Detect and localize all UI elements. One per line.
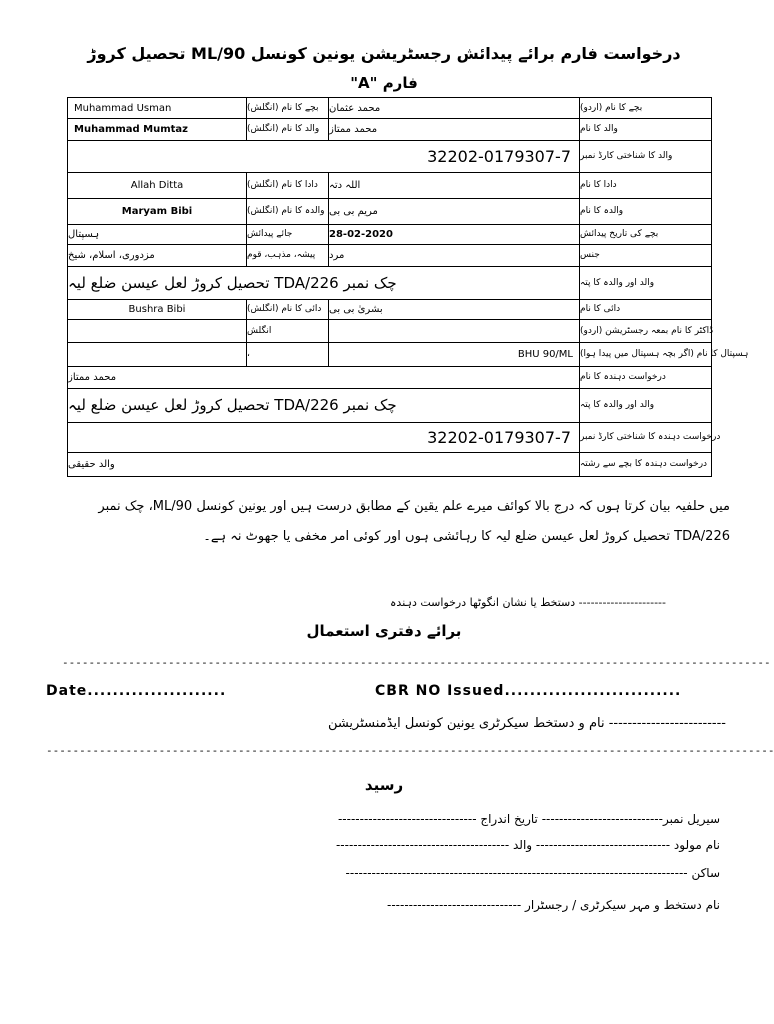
table-row	[68, 366, 711, 389]
applicant-label: درخواست دہندہ کا نام	[579, 366, 711, 388]
hospital-extra	[68, 342, 246, 366]
dob-label: بچے کی تاریخ پیدائش	[579, 224, 711, 244]
child-name-en-label: بچے کا نام (انگلش)	[246, 98, 328, 118]
father-name-label: والد کا نام	[579, 118, 711, 140]
mother-urdu: مریم بی بی	[328, 198, 579, 224]
dob: 28-02-2020	[328, 224, 579, 244]
gender: مرد	[328, 244, 579, 266]
table-row	[68, 172, 711, 199]
hospital-mark: ،	[246, 342, 328, 366]
table-row	[68, 266, 711, 300]
birthplace-label: جائے پیدائش	[246, 224, 328, 244]
child-name-urdu: محمد عثمان	[328, 98, 579, 118]
midwife-en-label: دائی کا نام (انگلش)	[246, 299, 328, 319]
table-row	[68, 244, 711, 267]
table-row	[68, 224, 711, 245]
father-cnic: 32202-0179307-7	[427, 146, 571, 166]
cbr-field: CBR NO Issued............................	[375, 683, 682, 699]
midwife-urdu: بشریٰ بی بی	[328, 299, 579, 319]
table-row	[68, 299, 711, 320]
father-name-urdu: محمد ممتاز	[328, 118, 579, 140]
profession-label: پیشہ، مذہب، قوم	[246, 244, 328, 266]
table-row	[68, 452, 711, 476]
doctor-en	[68, 319, 246, 342]
grandfather-urdu: اللہ دتہ	[328, 172, 579, 198]
grandfather-en-label: دادا کا نام (انگلش)	[246, 172, 328, 198]
doctor-en-label: انگلش	[246, 319, 328, 342]
father-name-en: Muhammad Mumtaz	[74, 123, 189, 135]
parents-address: چک نمبر 226/TDA تحصیل کروڑ لعل عیسن ضلع لیہ	[68, 273, 397, 292]
table-row	[68, 198, 711, 225]
receipt-name-line: نام مولود ------------------------------- والد ----------------------------------------	[335, 838, 720, 852]
receipt-resident-line: ساکن -------------------------------------------------------------------------------	[345, 866, 720, 880]
registration-table	[67, 97, 749, 477]
hospital-name: BHU 90/ML	[328, 342, 579, 366]
mother-en-label: والدہ کا نام (انگلش)	[246, 198, 328, 224]
child-name-urdu-label: بچے کا نام (اردو)	[579, 98, 711, 118]
receipt-signature-line: نام دستخط و مہر سیکرٹری / رجسٹرار -------------------------------	[387, 898, 720, 912]
table-row	[68, 422, 721, 453]
mother-en: Maryam Bibi	[121, 205, 193, 217]
applicant-name: محمد ممتاز	[68, 371, 117, 383]
doctor-label: ڈاکٹر کا نام بمعہ رجسٹریشن (اردو)	[579, 319, 711, 342]
divider: -----------------------------------------------------------------------------------------------------------	[62, 656, 771, 669]
table-row	[68, 388, 711, 423]
grandfather-en: Allah Ditta	[130, 179, 184, 191]
table-row	[68, 319, 714, 343]
divider: --------------------------------------------------------------------------------------------------------------	[46, 744, 774, 757]
hospital-label: ہسپتال کا نام (اگر بچہ ہسپتال میں پیدا ہوا)	[579, 342, 711, 366]
applicant-signature-line: ---------------------- دستخط یا نشان انگوٹھا درخواست دہندہ	[389, 596, 666, 609]
table-row	[68, 98, 711, 119]
midwife-label: دائی کا نام	[579, 299, 711, 319]
applicant-cnic: 32202-0179307-7	[427, 427, 571, 447]
table-row	[68, 342, 749, 367]
date-field: Date......................	[46, 683, 227, 699]
relation-label: درخواست دہندہ کا بچے سے رشتہ	[579, 452, 711, 476]
office-use-heading: برائے دفتری استعمال	[306, 622, 462, 640]
applicant-cnic-label: درخواست دہندہ کا شناختی کارڈ نمبر	[579, 422, 711, 452]
receipt-serial-line: سیریل نمبر---------------------------- تاریخ اندراج --------------------------------	[337, 812, 720, 826]
form-title: درخواست فارم برائے پیدائش رجسٹریشن یونین کونسل 90/ML تحصیل کروڑ	[87, 44, 681, 63]
birthplace: ہسپتال	[68, 228, 100, 240]
father-cnic-label: والد کا شناختی کارڈ نمبر	[579, 140, 711, 172]
grandfather-label: دادا کا نام	[579, 172, 711, 198]
receipt-heading: رسید	[364, 776, 404, 794]
gender-label: جنس	[579, 244, 711, 266]
table-row	[68, 140, 711, 173]
secretary-signature-line: ------------------------- نام و دستخط سیکرٹری یونین کونسل ایڈمنسٹریشن	[327, 716, 726, 731]
child-name-en: Muhammad Usman	[74, 102, 172, 114]
table-row	[68, 118, 711, 141]
form-subtitle: فارم "A"	[350, 74, 418, 92]
midwife-en: Bushra Bibi	[128, 303, 186, 315]
parents-address-label: والد اور والدہ کا پتہ	[579, 266, 711, 299]
relation: والد حقیقی	[68, 458, 115, 470]
applicant-address-label: والد اور والدہ کا پتہ	[579, 388, 711, 422]
applicant-address: چک نمبر 226/TDA تحصیل کروڑ لعل عیسن ضلع لیہ	[68, 396, 397, 414]
father-name-en-label: والد کا نام (انگلش)	[246, 118, 328, 140]
profession: مزدوری، اسلام، شیخ	[68, 249, 155, 261]
doctor-urdu	[328, 319, 579, 342]
mother-label: والدہ کا نام	[579, 198, 711, 224]
declaration-text: میں حلفیہ بیان کرتا ہوں کہ درج بالا کوائف میرے علم یقین کے مطابق درست ہیں اور یونین کونسل 90/ML، چک نمبر 226/TDA تحصیل کروڑ لعل عیسن ضلع لیہ کا رہائشی ہوں اور کوئی امر مخفی یا جھوٹ نہ ہے۔	[98, 499, 730, 544]
